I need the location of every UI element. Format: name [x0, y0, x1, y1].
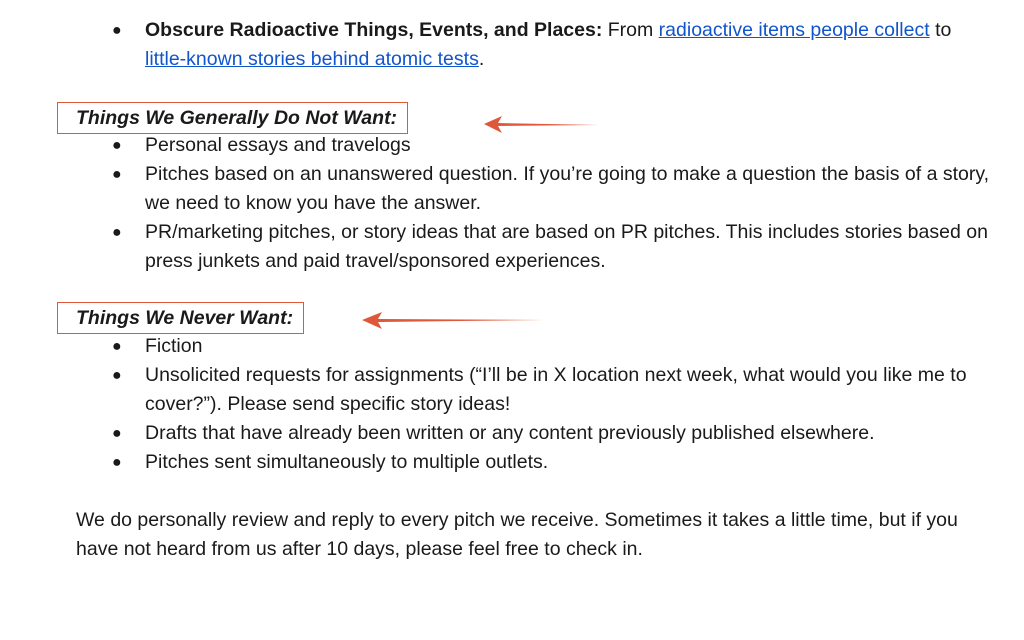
- list-item-text: PR/marketing pitches, or story ideas that are based on PR pitches. This includes stories based on press junkets and paid travel/sponsored experiences.: [145, 221, 988, 272]
- bullet-icon: ●: [112, 454, 122, 471]
- radioactive-items-link[interactable]: radioactive items people collect: [658, 19, 930, 41]
- list-item: [110, 131, 990, 160]
- list-item: [110, 218, 990, 276]
- bullet-icon: ●: [112, 425, 122, 442]
- list-item-text: Pitches based on an unanswered question. If you’re going to make a question the basis of a story, we need to know you have the answer.: [145, 163, 990, 214]
- bullet-icon: ●: [112, 166, 122, 183]
- bullet-icon: ●: [112, 137, 122, 154]
- bullet-icon: ●: [112, 22, 122, 39]
- list-item: [110, 160, 990, 218]
- list-item-text: Drafts that have already been written or any content previously published elsewhere.: [145, 422, 875, 444]
- do-not-want-list: [110, 131, 990, 276]
- section-heading-do-not-want: Things We Generally Do Not Want:: [57, 102, 408, 134]
- list-item-text: Fiction: [145, 335, 203, 357]
- red-arrow-icon: [358, 309, 548, 331]
- list-item-text: Personal essays and travelogs: [145, 134, 411, 156]
- closing-paragraph: We do personally review and reply to every pitch we receive. Sometimes it takes a little time, but if you have not heard from us after 10 days, please feel free to check in.: [76, 509, 958, 560]
- bullet-icon: ●: [112, 367, 122, 384]
- list-item: [110, 448, 990, 477]
- list-item: [110, 332, 990, 361]
- item-text: to: [935, 19, 952, 41]
- list-item: [110, 361, 990, 419]
- never-want-list: [110, 332, 990, 477]
- item-bold-label: Obscure Radioactive Things, Events, and Places:: [145, 19, 603, 41]
- section-heading-never-want: Things We Never Want:: [57, 302, 304, 334]
- intro-list: [110, 16, 990, 74]
- list-item: [110, 419, 990, 448]
- bullet-icon: ●: [112, 338, 122, 355]
- list-item-text: Unsolicited requests for assignments (“I’ll be in X location next week, what would you like me to cover?”). Please send specific story ideas!: [145, 364, 967, 415]
- item-text: From: [607, 19, 654, 41]
- bullet-icon: ●: [112, 224, 122, 241]
- atomic-tests-link[interactable]: little-known stories behind atomic tests: [145, 48, 479, 70]
- list-item: [110, 16, 990, 74]
- list-item-text: Pitches sent simultaneously to multiple outlets.: [145, 451, 549, 473]
- item-text: .: [478, 48, 485, 70]
